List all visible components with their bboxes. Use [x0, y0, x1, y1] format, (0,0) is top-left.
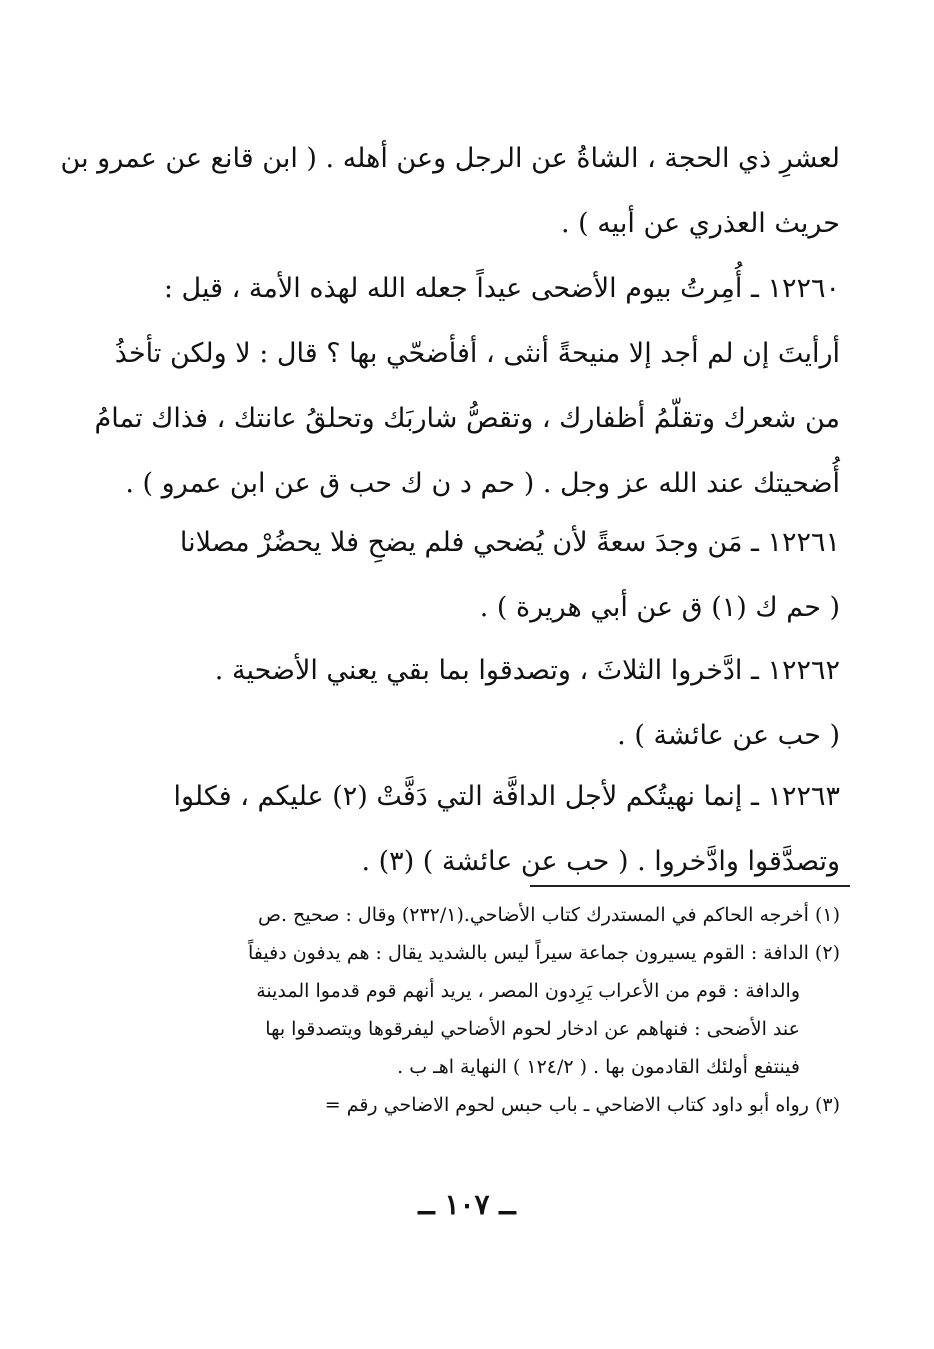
text-line: ( حب عن عائشة ) . [617, 720, 840, 751]
text-line: لعشرِ ذي الحجة ، الشاةُ عن الرجل وعن أهله . ( ابن قانع عن عمرو بن [60, 143, 840, 174]
text-line: حريث العذري عن أبيه ) . [560, 208, 840, 239]
footnote-2: (٢) الدافة : القوم يسيرون جماعة سيراً ليس بالشديد يقال : هم يدفون دفيفاً [247, 942, 840, 964]
footnote-2-line: والدافة : قوم من الأعراب يَرِدون المصر ، يريد أنهم قوم قدموا المدينة [256, 980, 800, 1002]
text-line: ١٢٢٦٢ ـ ادَّخروا الثلاثَ ، وتصدقوا بما بقي يعني الأضحية . [214, 655, 840, 686]
text-line: ( حم ك (١) ق عن أبي هريرة ) . [479, 592, 840, 623]
text-line: وتصدَّقوا وادَّخروا . ( حب عن عائشة ) (٣) . [361, 846, 840, 877]
text-line: ١٢٢٦٣ ـ إنما نهيتُكم لأجل الدافَّة التي دَفَّتْ (٢) عليكم ، فكلوا [173, 781, 840, 812]
hadith-12261 [140, 510, 840, 640]
main-text [60, 126, 840, 256]
text-line: ١٢٢٦١ ـ مَن وجدَ سعةً لأن يُضحي فلم يضحِ فلا يحضُرْ مصلانا [179, 527, 840, 558]
hadith-12262 [140, 638, 840, 768]
page-number: ــ ١٠٧ ــ [418, 1188, 516, 1221]
footnote-2-line: عند الأضحى : فنهاهم عن ادخار لحوم الأضاحي ليفرقوها ويتصدقوا بها [265, 1018, 800, 1040]
footnote-1: (١) أخرجه الحاكم في المستدرك كتاب الأضاحي.(٢٣٢/١) وقال : صحيح .ص [258, 904, 840, 926]
footnote-2-line: فينتفع أولئك القادمون بها . ( ١٢٤/٢ ) النهاية اهـ ب . [397, 1056, 800, 1078]
text-line: من شعرك وتقلّمُ أظفارك ، وتقصُّ شاربَك وتحلقُ عانتك ، فذاك تمامُ [94, 403, 840, 434]
footnote-3: (٣) رواه أبو داود كتاب الاضاحي ـ باب حبس لحوم الاضاحي رقم = [324, 1094, 840, 1116]
hadith-12263 [140, 764, 840, 894]
text-line: أُضحيتك عند الله عز وجل . ( حم د ن ك حب ق عن ابن عمرو ) . [125, 468, 840, 499]
text-line: ١٢٢٦٠ ـ أُمِرتُ بيوم الأضحى عيداً جعله الله لهذه الأمة ، قيل : [163, 273, 840, 304]
hadith-12260 [94, 256, 840, 516]
footnotes [150, 896, 840, 1124]
footnote-divider [530, 885, 850, 887]
text-line: أرأيتَ إن لم أجد إلا منيحةً أنثى ، أفأضحّي بها ؟ قال : لا ولكن تأخذُ [114, 338, 840, 369]
